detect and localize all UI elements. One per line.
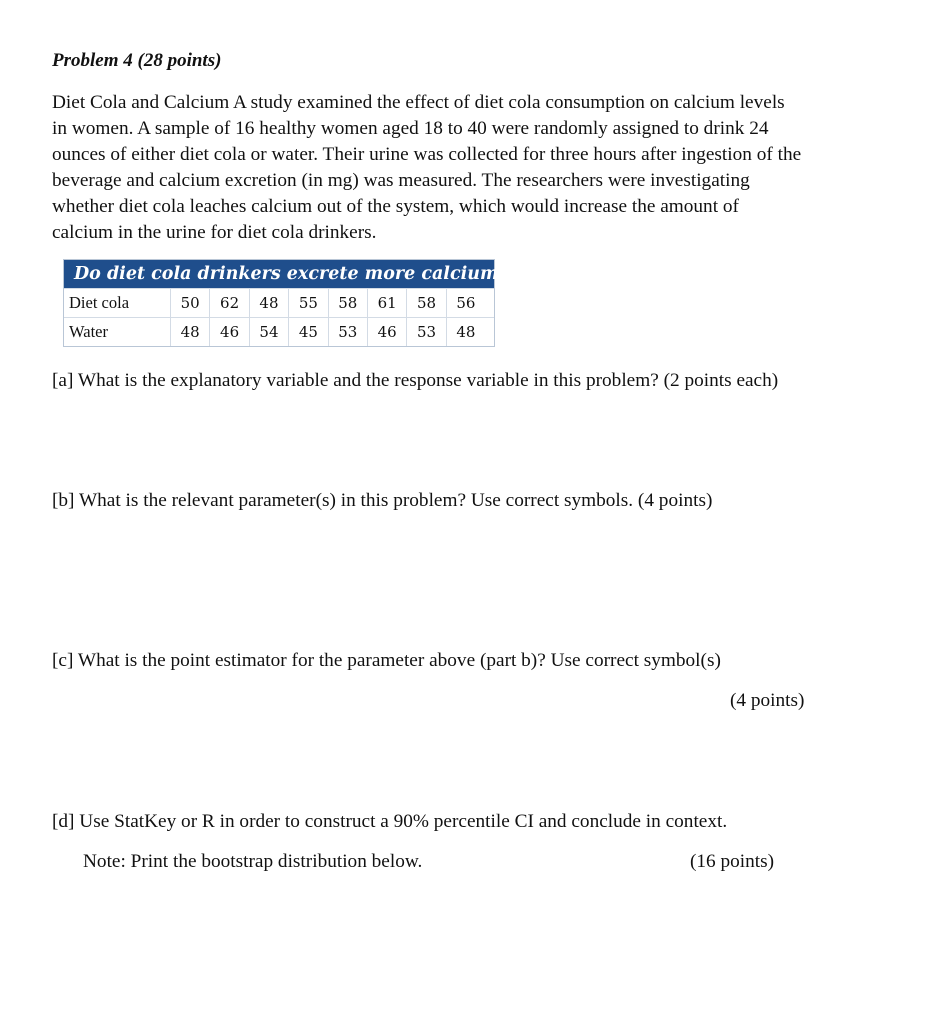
- calcium-data-table: [63, 259, 509, 347]
- table-cell: 50: [170, 289, 209, 317]
- table-cell: 54: [249, 318, 288, 346]
- table-cell: 48: [170, 318, 209, 346]
- row-label: Water: [69, 322, 108, 341]
- question-c-points: (4 points): [730, 690, 805, 711]
- table-cell: 48: [249, 289, 288, 317]
- table-cell: 62: [209, 289, 248, 317]
- table-row-water: [64, 317, 494, 346]
- table-cell: 45: [288, 318, 327, 346]
- question-a: [a] What is the explanatory variable and the response variable in this problem? (2 points each): [52, 370, 779, 391]
- description-line: whether diet cola leaches calcium out of the system, which would increase the amount of: [52, 196, 739, 217]
- table-cell: 56: [446, 289, 485, 317]
- question-d-note: Note: Print the bootstrap distribution below.: [83, 851, 423, 872]
- table-header: Do diet cola drinkers excrete more calcium?: [64, 260, 494, 288]
- row-label: Diet cola: [69, 293, 130, 312]
- description-line: beverage and calcium excretion (in mg) was measured. The researchers were investigating: [52, 170, 750, 191]
- table-cell: 58: [328, 289, 367, 317]
- table-cell: 53: [328, 318, 367, 346]
- question-d-points: (16 points): [690, 851, 775, 872]
- question-c: [c] What is the point estimator for the parameter above (part b)? Use correct symbol(s): [52, 650, 721, 671]
- table-cell: 53: [406, 318, 445, 346]
- question-d: [d] Use StatKey or R in order to construct a 90% percentile CI and conclude in context.: [52, 811, 728, 832]
- description-line: ounces of either diet cola or water. Their urine was collected for three hours after ingestion of the: [52, 144, 802, 165]
- problem-title: Problem 4 (28 points): [52, 50, 222, 71]
- description-line: calcium in the urine for diet cola drinkers.: [52, 222, 377, 243]
- table-cell: 55: [288, 289, 327, 317]
- problem-description: [52, 90, 801, 246]
- table-row-diet-cola: [64, 288, 494, 317]
- table-cell: 61: [367, 289, 406, 317]
- description-line: Diet Cola and Calcium A study examined the effect of diet cola consumption on calcium levels: [52, 92, 785, 113]
- table-cell: 46: [367, 318, 406, 346]
- table-cell: 48: [446, 318, 485, 346]
- question-b: [b] What is the relevant parameter(s) in this problem? Use correct symbols. (4 points): [52, 490, 713, 511]
- table-cell: 58: [406, 289, 445, 317]
- table-cell: 46: [209, 318, 248, 346]
- description-line: in women. A sample of 16 healthy women aged 18 to 40 were randomly assigned to drink 24: [52, 118, 769, 139]
